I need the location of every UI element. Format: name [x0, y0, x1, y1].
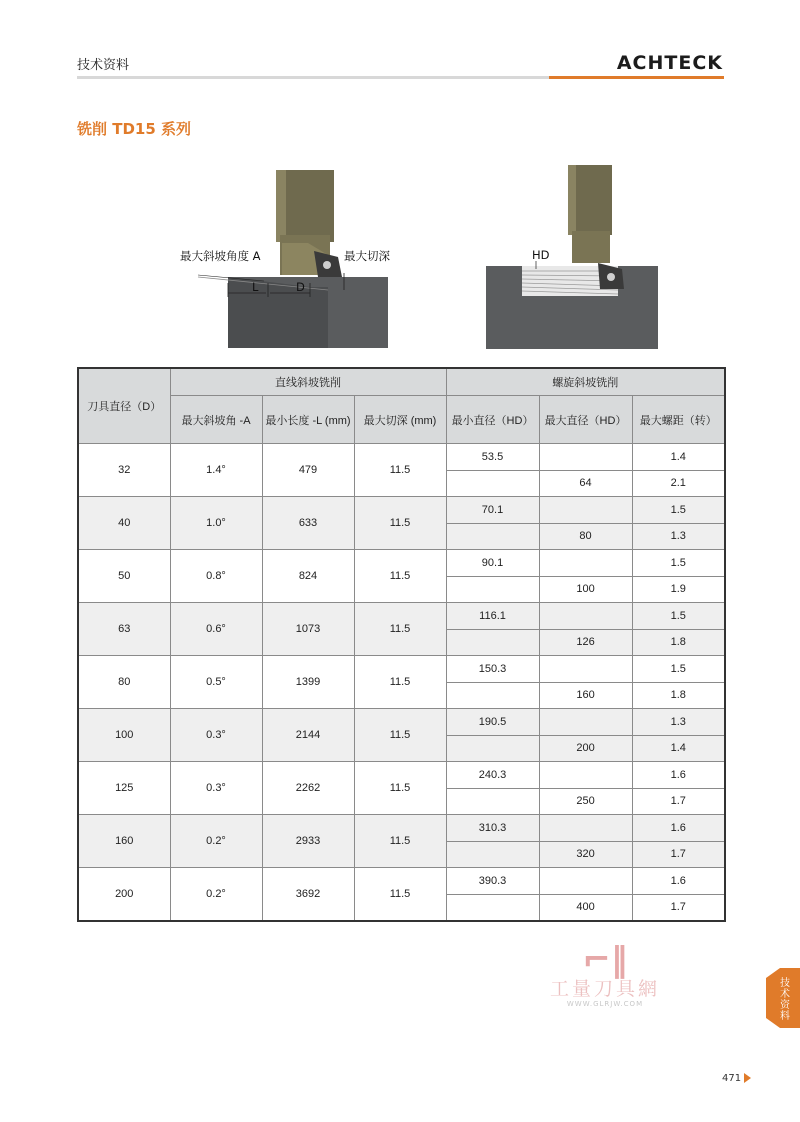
- cell-max-pitch: 2.1: [632, 470, 725, 497]
- cell-empty: [446, 841, 539, 868]
- header-divider-accent: [549, 76, 724, 79]
- cell-min-length: 633: [262, 497, 354, 550]
- cell-max-hd: 100: [539, 576, 632, 603]
- cell-empty: [539, 709, 632, 736]
- helical-ramping-illustration: [484, 165, 660, 351]
- cell-empty: [446, 576, 539, 603]
- cell-max-hd: 400: [539, 894, 632, 921]
- cell-max-hd: 64: [539, 470, 632, 497]
- cell-min-hd: 53.5: [446, 444, 539, 471]
- header-min-hd: 最小直径（HD）: [446, 396, 539, 444]
- cell-min-length: 824: [262, 550, 354, 603]
- cell-min-hd: 150.3: [446, 656, 539, 683]
- cell-max-pitch: 1.9: [632, 576, 725, 603]
- cell-empty: [446, 735, 539, 762]
- cell-empty: [446, 470, 539, 497]
- cell-max-depth: 11.5: [354, 762, 446, 815]
- cell-empty: [539, 603, 632, 630]
- cell-tool-diameter: 32: [78, 444, 170, 497]
- cell-max-angle: 0.5°: [170, 656, 262, 709]
- cell-min-length: 479: [262, 444, 354, 497]
- cell-max-depth: 11.5: [354, 815, 446, 868]
- cell-max-depth: 11.5: [354, 444, 446, 497]
- header-section-label: 技术资料: [77, 58, 130, 73]
- cell-max-pitch: 1.3: [632, 523, 725, 550]
- cell-max-angle: 1.0°: [170, 497, 262, 550]
- cell-min-length: 2933: [262, 815, 354, 868]
- cell-max-pitch: 1.7: [632, 894, 725, 921]
- cell-max-pitch: 1.7: [632, 841, 725, 868]
- cell-min-hd: 116.1: [446, 603, 539, 630]
- cell-max-depth: 11.5: [354, 603, 446, 656]
- watermark-logo-icon: ⌐‖: [582, 940, 628, 980]
- cell-empty: [539, 868, 632, 895]
- cell-max-depth: 11.5: [354, 868, 446, 922]
- cell-max-pitch: 1.6: [632, 868, 725, 895]
- cell-max-angle: 0.6°: [170, 603, 262, 656]
- cell-max-hd: 160: [539, 682, 632, 709]
- cell-max-pitch: 1.5: [632, 603, 725, 630]
- cell-min-length: 2144: [262, 709, 354, 762]
- cell-max-angle: 1.4°: [170, 444, 262, 497]
- header-divider: [77, 76, 549, 79]
- cell-tool-diameter: 63: [78, 603, 170, 656]
- header-min-length: 最小长度 -L (mm): [262, 396, 354, 444]
- cell-min-length: 1399: [262, 656, 354, 709]
- header-max-angle: 最大斜坡角 -A: [170, 396, 262, 444]
- cell-min-hd: 390.3: [446, 868, 539, 895]
- cell-max-pitch: 1.5: [632, 550, 725, 577]
- cell-max-depth: 11.5: [354, 656, 446, 709]
- linear-ramping-diagram: [178, 165, 396, 351]
- cell-min-length: 2262: [262, 762, 354, 815]
- cell-tool-diameter: 40: [78, 497, 170, 550]
- cell-max-angle: 0.2°: [170, 815, 262, 868]
- cell-min-hd: 310.3: [446, 815, 539, 842]
- cell-empty: [446, 629, 539, 656]
- cell-max-pitch: 1.4: [632, 444, 725, 471]
- helical-ramping-diagram: [484, 165, 660, 351]
- cell-max-angle: 0.3°: [170, 709, 262, 762]
- header-tool-diameter: 刀具直径（D）: [78, 368, 170, 444]
- cell-empty: [446, 788, 539, 815]
- cell-empty: [446, 682, 539, 709]
- label-hd: HD: [532, 248, 550, 262]
- header-group-helical: 螺旋斜坡铣削: [446, 368, 725, 396]
- watermark-url: WWW.GLRJW.COM: [566, 1000, 644, 1008]
- cell-tool-diameter: 160: [78, 815, 170, 868]
- cell-max-pitch: 1.8: [632, 682, 725, 709]
- cell-empty: [446, 523, 539, 550]
- header-max-hd: 最大直径（HD）: [539, 396, 632, 444]
- table-row: [78, 815, 725, 842]
- header-max-depth: 最大切深 (mm): [354, 396, 446, 444]
- cell-max-hd: 200: [539, 735, 632, 762]
- cell-max-pitch: 1.6: [632, 762, 725, 789]
- table-row: [78, 656, 725, 683]
- cell-max-depth: 11.5: [354, 550, 446, 603]
- cell-max-depth: 11.5: [354, 497, 446, 550]
- cell-max-angle: 0.2°: [170, 868, 262, 922]
- label-max-cut-depth: 最大切深: [344, 249, 390, 263]
- cell-max-depth: 11.5: [354, 709, 446, 762]
- cell-max-hd: 250: [539, 788, 632, 815]
- cell-empty: [539, 444, 632, 471]
- label-max-ramp-angle: 最大斜坡角度 A: [180, 249, 261, 263]
- cell-empty: [539, 656, 632, 683]
- cell-min-length: 3692: [262, 868, 354, 922]
- watermark: [535, 942, 675, 1008]
- cell-max-hd: 320: [539, 841, 632, 868]
- cell-tool-diameter: 200: [78, 868, 170, 922]
- page-arrow-icon: [744, 1073, 751, 1083]
- table-row: [78, 497, 725, 524]
- cell-max-pitch: 1.6: [632, 815, 725, 842]
- label-D: D: [296, 280, 305, 294]
- header-max-pitch: 最大螺距（转）: [632, 396, 725, 444]
- page-title: 铣削 TD15 系列: [77, 120, 192, 138]
- watermark-text: 工量刀具網: [549, 978, 660, 1000]
- cell-max-hd: 126: [539, 629, 632, 656]
- table-row: [78, 868, 725, 895]
- cell-empty: [446, 894, 539, 921]
- cell-min-hd: 90.1: [446, 550, 539, 577]
- table-row: [78, 550, 725, 577]
- cell-empty: [539, 762, 632, 789]
- cell-max-pitch: 1.5: [632, 656, 725, 683]
- cell-min-length: 1073: [262, 603, 354, 656]
- cell-max-pitch: 1.5: [632, 497, 725, 524]
- label-L: L: [252, 280, 259, 294]
- page-number: 471: [722, 1073, 742, 1084]
- brand-logo: ACHTECK: [616, 52, 723, 74]
- cell-empty: [539, 497, 632, 524]
- table-body: [78, 444, 725, 922]
- cell-empty: [539, 550, 632, 577]
- cell-tool-diameter: 50: [78, 550, 170, 603]
- cell-min-hd: 190.5: [446, 709, 539, 736]
- cell-tool-diameter: 125: [78, 762, 170, 815]
- cell-max-pitch: 1.4: [632, 735, 725, 762]
- table-row: [78, 709, 725, 736]
- table-row: [78, 603, 725, 630]
- cell-empty: [539, 815, 632, 842]
- table-row: [78, 444, 725, 471]
- cell-tool-diameter: 80: [78, 656, 170, 709]
- cell-tool-diameter: 100: [78, 709, 170, 762]
- header-group-linear: 直线斜坡铣削: [170, 368, 446, 396]
- cell-max-angle: 0.8°: [170, 550, 262, 603]
- side-tab-label: 技术资料: [780, 978, 790, 1022]
- ramping-spec-table: [77, 367, 726, 922]
- cell-min-hd: 240.3: [446, 762, 539, 789]
- table-row: [78, 762, 725, 789]
- cell-max-hd: 80: [539, 523, 632, 550]
- cell-max-pitch: 1.8: [632, 629, 725, 656]
- cell-min-hd: 70.1: [446, 497, 539, 524]
- cell-max-pitch: 1.3: [632, 709, 725, 736]
- cell-max-pitch: 1.7: [632, 788, 725, 815]
- cell-max-angle: 0.3°: [170, 762, 262, 815]
